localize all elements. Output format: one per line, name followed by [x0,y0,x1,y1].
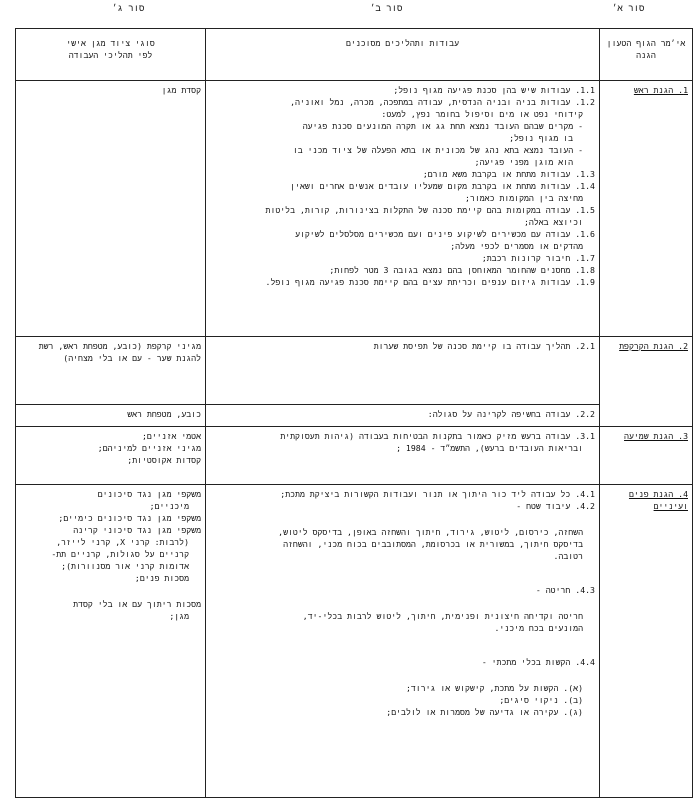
line: 1.9. עבודות גיזום ענפים וכריתת עצים בהם קיימת סכנת פגיעה מגוף נופל. [265,277,595,287]
ppe-item: קסדות אקוסטיות; [127,455,201,465]
header-col-a: סור א׳ [612,4,645,14]
line: ובריאות העובדים ברעש), התשמ״ד - 1984 ; [396,443,583,453]
line: המונעים בכח מיכני. [494,623,583,633]
line: 1.4. עבודות מתחת או בקרבת מקום שמעליו עובדים אנשים אחרים ושאין [290,181,595,191]
line: מהדקים או מסמרים לכפי מעלה; [450,241,583,251]
table-row-head-protection [16,81,693,337]
table-row-face-eye-protection [16,485,693,798]
line: 2.2. עבודה בחשיפה לקרינה על סגולה: [427,409,595,419]
line: 1.7. חיבור קרונות רכבת; [481,253,595,263]
ppe-item: קרניים על סגולות, קרניים תת- [51,549,189,559]
line: 1.6. עבודה עם מכשירים לשיקוע פינים ועם מכשירים מסלסלים לשיקוע [295,229,595,239]
category-label: 2. הגנת הקרקפת [619,341,688,351]
processes-scalp-2 [206,405,600,427]
ppe-scalp-2 [16,405,206,427]
category-label: 4. הגנת פנים ועיניים [628,489,688,511]
line: 3.1. עבודה ברעש מזיק כאמור בתקנות הבטיחות בעבודה (גיהות תעסוקתית [280,431,595,441]
processes-hearing [206,427,600,485]
line: קידוחי נפט או מים וסיפול בחומר נפץ, למעט: [381,109,583,119]
ppe-item: (לרבות: קרני X, קרני לייזר, [56,537,189,547]
line: 1.2. עבודות בניה ובניה הנדסית, עבודה במתפכה, מכרה, נמל ואוניה, [290,97,595,107]
table-row-scalp-radiation [16,405,693,427]
line: 4.2. עיבוד שטח - [516,501,595,511]
line: - העובד נמצא בתא נהג של מכונית או בתא הפעלה של ציוד מכני בו [292,145,583,155]
line: מחיצה בין המקומות כאמור; [465,193,583,203]
column-header-body-part: אי׳מר הגוף הטעון הגנה [600,29,693,81]
line: רטובה. [553,551,583,561]
ppe-label: מגיני קרקפת (כובע, מטפחת ראש, רשת להגנת שער - עם או בלי מצחיה) [38,341,201,363]
ppe-item: מגן; [169,611,189,621]
ppe-item: משקפי מגן נגד סיכונים [97,489,201,499]
line: 4.1. כל עבודה ליד כור היתוך או תנור ועבודות הקשורות ביציקת מתכת; [280,489,595,499]
line: 1.1. עבודות שיש בהן סכנת פגיעה מגוף נופל; [393,85,595,95]
category-label: 1. הגנת ראש [633,85,688,95]
line: (ג). עקירה או גדיעה של מסמרות או לולבים; [386,707,583,717]
line: הוא מוגן מפני פגיעה; [474,157,573,167]
ppe-item: מיכניים; [149,501,189,511]
ppe-item: אדומות קרני אור מסנוורות); [61,561,189,571]
category-label: 3. הגנת שמיעה [624,431,688,441]
ppe-item: אטמי אזניים; [142,431,201,441]
header-col-c: סור ג׳ [112,4,145,14]
table-row-hearing-protection [16,427,693,485]
line: - מקרים שבהם העובד נמצא תחת גג או תקרה המונעים סכנת פגיעה [302,121,583,131]
ppe-hearing [16,427,206,485]
ppe-face-eye [16,485,206,798]
line: 1.8. מחסנים שהחומר המאוחסן בהם נמצא בגובה 3 מטר לפחות; [329,265,595,275]
category-hearing [600,427,693,485]
line: חריטה וקדיחה חיצונית ופנימית, חיתוך, ליטוש לרבות בכלי-יד, [302,611,583,621]
ppe-head [16,81,206,337]
category-face-eye [600,485,693,798]
ppe-item: משקפי מגן נגד סיכונים כימיים; [58,513,201,523]
line: 1.3. עבודות מתחת או בקרבת משא מורם; [422,169,595,179]
ppe-item: מסכות ריתוך עם או בלי קסדת [73,599,201,609]
line: 4.3. חריטה - [535,585,595,595]
ppe-scalp-1 [16,337,206,405]
line: 2.1. תהליך עבודה בו קיימת סכנה של תפיסת שערות [373,341,595,351]
line: 4.4. הקשות בכלי מתכתי - [481,657,595,667]
column-header-ppe: סוגי ציוד מגן אישי לפי תהליכי העבודה [16,29,206,81]
line: 1.5. עבודה במקומות בהם קיימת סכנה של התקלות בצינורות, קורות, בליטות [265,205,595,215]
line: (ב). ניקוי סיגים; [499,695,583,705]
line: בו מגוף נופל; [509,133,573,143]
column-header-processes: עבודות ותהליכים מסוכנים [206,29,600,81]
ppe-item: מגיני אזניים למיניהם; [97,443,201,453]
table-header-row [16,29,693,81]
processes-face-eye [206,485,600,798]
ppe-item: מסכות פנים; [134,573,189,583]
ppe-label: כובע, מטפחת ראש [127,409,201,419]
line: בדיסקס חיתוך, במשורית או בכרסומת, המסתובבים בכוח מכני, והשחזה [283,539,583,549]
table-row-scalp-protection [16,337,693,405]
processes-head [206,81,600,337]
ppe-table [15,28,693,798]
line: (א). הקשות על מתכת, קישקוש או גירוד; [405,683,583,693]
processes-scalp-1 [206,337,600,405]
category-scalp [600,337,693,427]
line: וכיוצא באלה; [524,217,583,227]
ppe-label: קסדת מגן [161,85,201,95]
line: השחזה, כירסום, ליטוש, גירוד, חיתוך והשחזה באופן, בדיסקס ליטוש, [278,527,583,537]
ppe-item: משקפי מגן נגד סיכוני קרינה [73,525,201,535]
category-head [600,81,693,337]
header-col-b: סור ב׳ [370,4,403,14]
